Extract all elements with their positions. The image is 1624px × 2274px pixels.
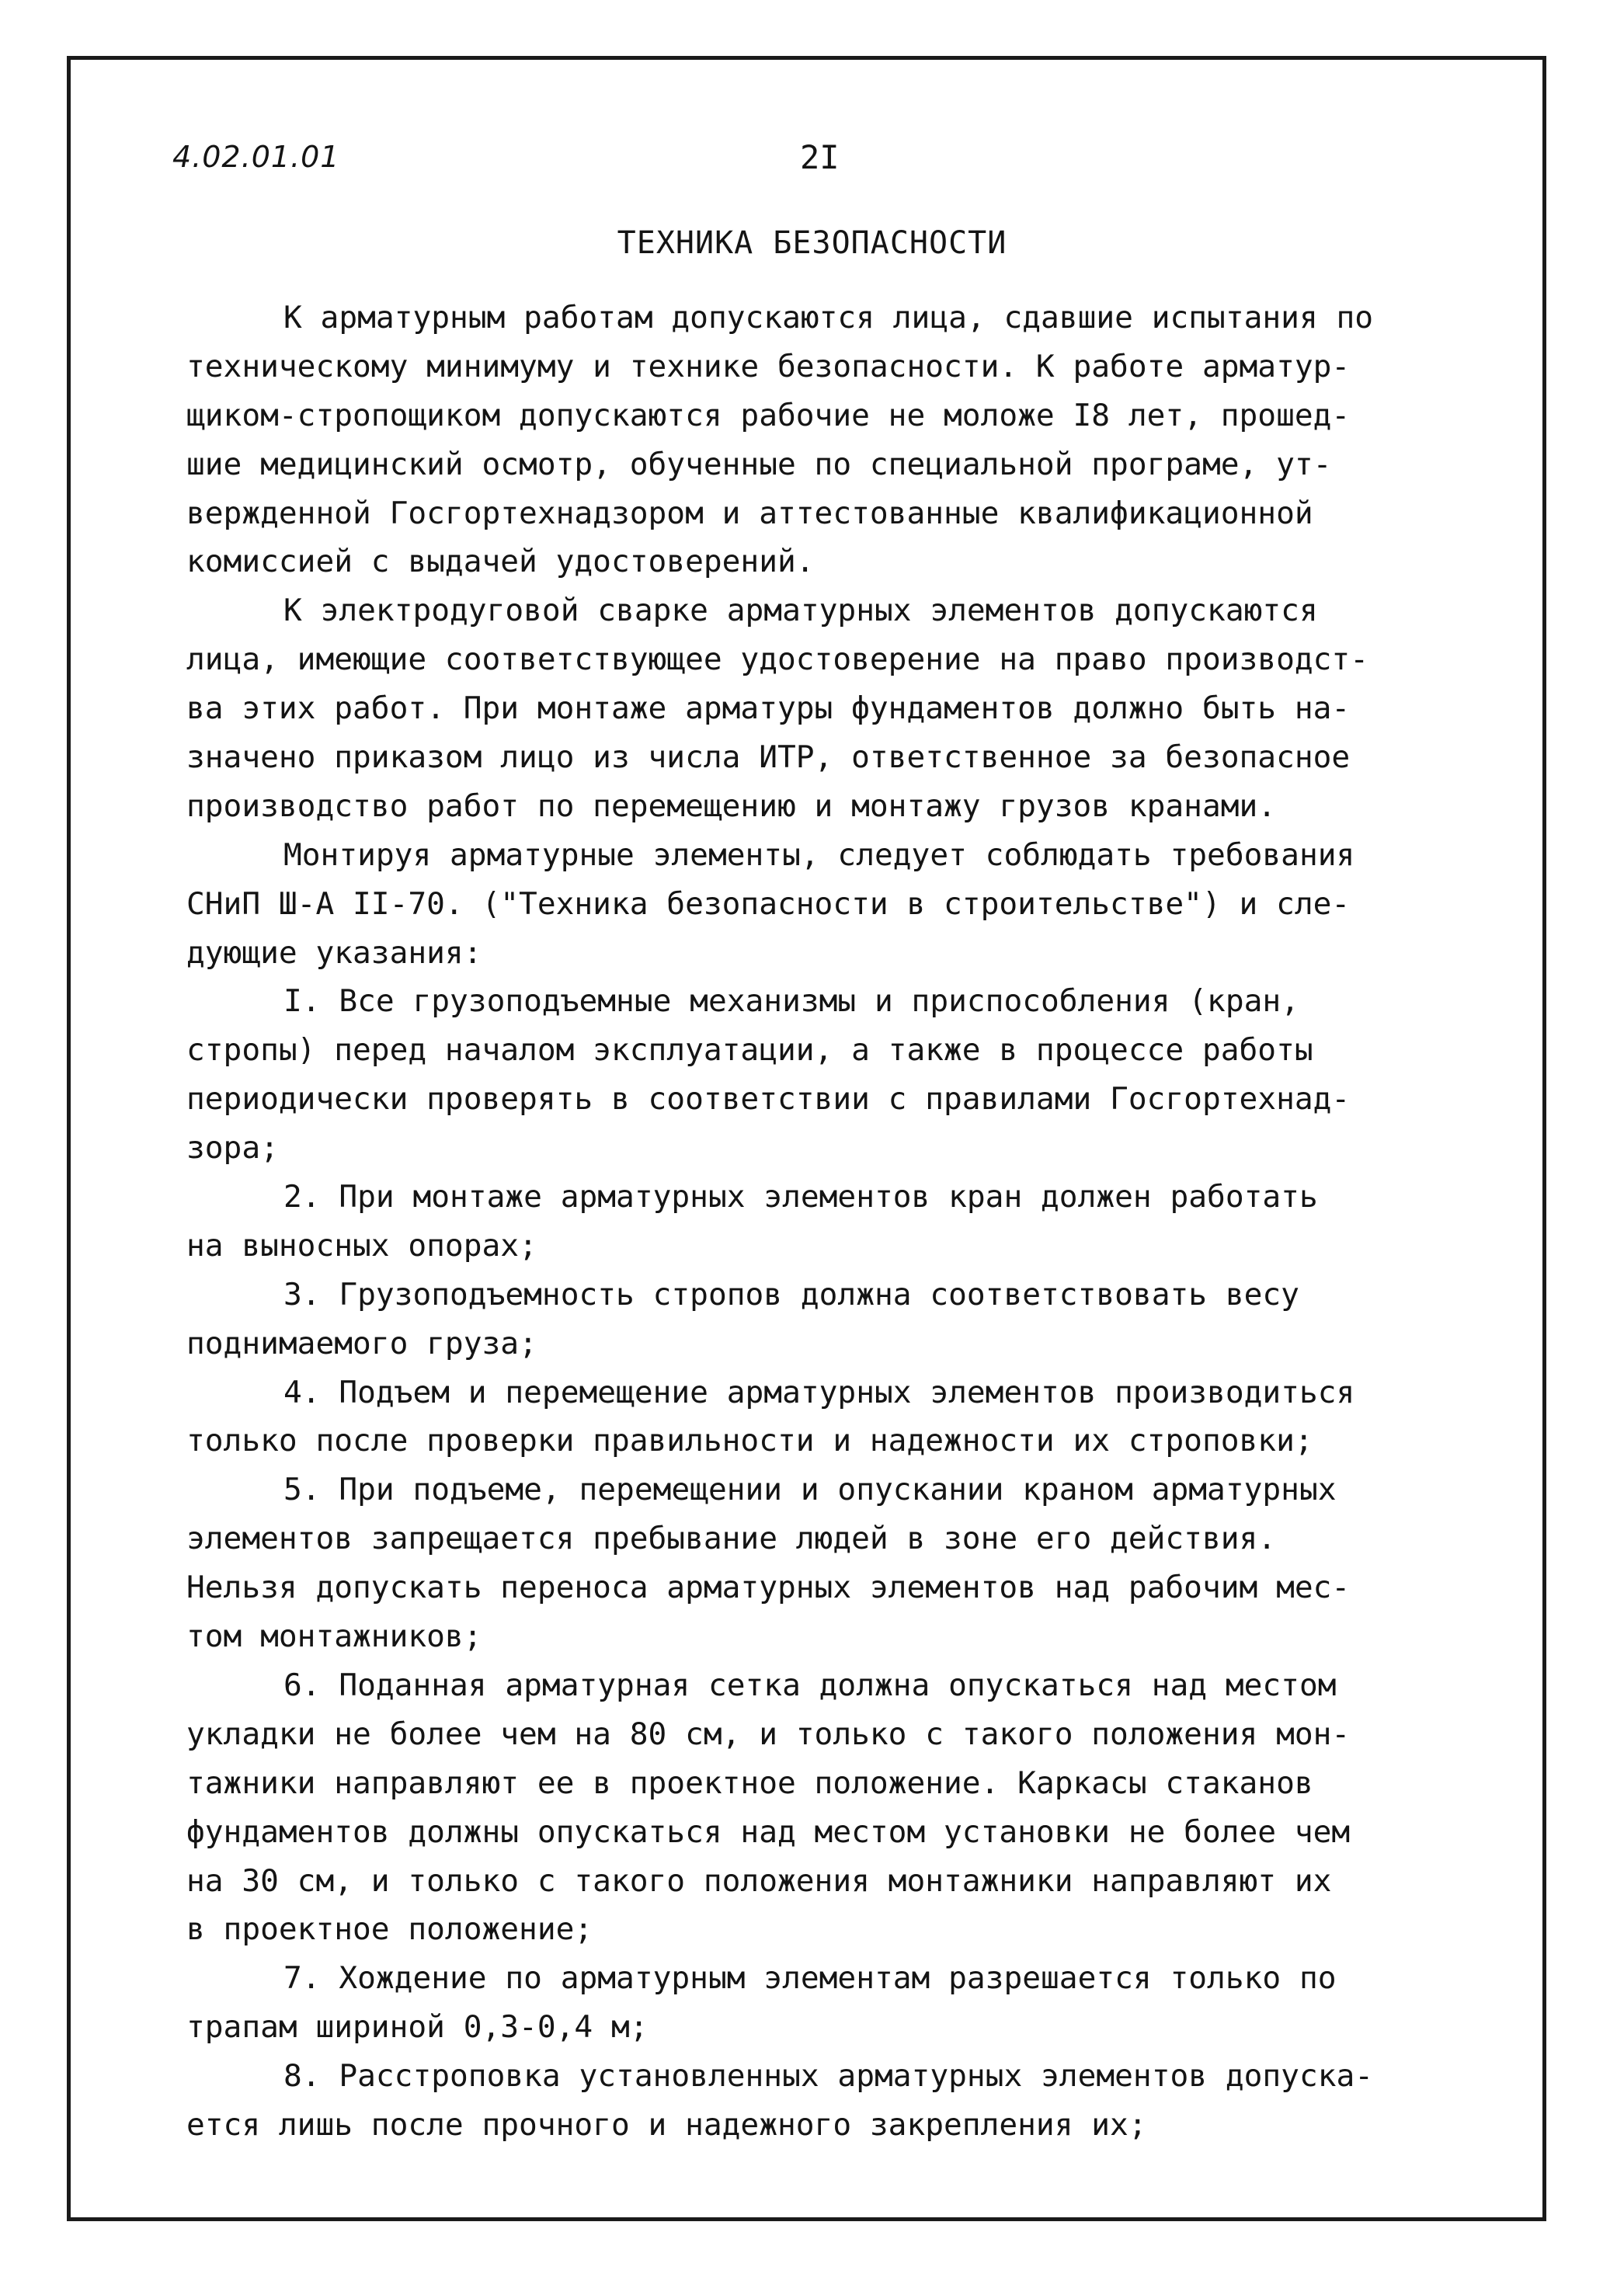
text-line: ется лишь после прочного и надежного закрепления их; (186, 2106, 1147, 2143)
text-line: вержденной Госгортехнадзором и аттестованные квалификационной (186, 495, 1313, 531)
text-line: на 30 см, и только с такого положения монтажники направляют их (186, 1862, 1332, 1899)
text-line: дующие указания: (186, 934, 482, 971)
text-line: укладки не более чем на 80 см, и только с такого положения мон- (186, 1716, 1351, 1752)
text-line: комиссией с выдачей удостоверений. (186, 544, 815, 580)
list-item-line: 8. Расстроповка установленных арматурных элементов допуска- (283, 2058, 1374, 2095)
list-item-line: 7. Хождение по арматурным элементам разрешается только по (283, 1960, 1337, 1997)
text-line: Нельзя допускать переноса арматурных элементов над рабочим мес- (186, 1570, 1351, 1606)
text-line: на выносных опорах; (186, 1227, 537, 1264)
text-line: элементов запрещается пребывание людей в зоне его действия. (186, 1521, 1277, 1557)
text-line: том монтажников; (186, 1619, 482, 1655)
list-item-line: 4. Подъем и перемещение арматурных элементов производиться (283, 1374, 1355, 1410)
text-line: трапам шириной 0,3-0,4 м; (186, 2009, 649, 2046)
text-line: щиком-стропощиком допускаются рабочие не моложе I8 лет, прошед- (186, 397, 1351, 433)
text-line: лица, имеющие соответствующее удостоверение на право производст- (186, 642, 1368, 678)
list-item-line: 3. Грузоподъемность стропов должна соответствовать весу (283, 1276, 1299, 1313)
text-line: значено приказом лицо из числа ИТР, ответственное за безопасное (186, 739, 1351, 776)
list-item-line: 2. При монтаже арматурных элементов кран должен работать (283, 1179, 1318, 1215)
document-code: 4.02.01.01 (172, 140, 340, 174)
body-text (0, 294, 1624, 2150)
list-item-line: 6. Поданная арматурная сетка должна опускаться над местом (283, 1667, 1337, 1703)
text-line: в проектное положение; (186, 1911, 593, 1948)
text-line: тажники направляют ее в проектное положение. Каркасы стаканов (186, 1765, 1313, 1801)
list-item-line: I. Все грузоподъемные механизмы и приспособления (кран, (283, 983, 1299, 1020)
list-item-line: 5. При подъеме, перемещении и опускании краном арматурных (283, 1472, 1337, 1508)
text-line: зора; (186, 1130, 279, 1167)
text-line: техническому минимуму и технике безопасности. К работе арматур- (186, 348, 1351, 384)
text-line: производство работ по перемещению и монтажу грузов кранами. (186, 788, 1277, 824)
text-line: периодически проверять в соответствии с правилами Госгортехнад- (186, 1081, 1351, 1118)
text-line: К электродуговой сварке арматурных элементов допускаются (283, 593, 1318, 629)
text-line: только после проверки правильности и надежности их строповки; (186, 1423, 1313, 1459)
text-line: фундаментов должны опускаться над местом установки не более чем (186, 1813, 1351, 1850)
text-line: ва этих работ. При монтаже арматуры фундаментов должно быть на- (186, 690, 1351, 727)
text-line: СНиП Ш-А II-70. ("Техника безопасности в строительстве") и сле- (186, 885, 1351, 922)
text-line: шие медицинский осмотр, обученные по специальной програме, ут- (186, 446, 1332, 482)
text-line: Монтируя арматурные элементы, следует соблюдать требования (283, 836, 1355, 873)
page-number: 2I (800, 138, 840, 176)
text-line: поднимаемого груза; (186, 1325, 537, 1361)
text-line: стропы) перед началом эксплуатации, а также в процессе работы (186, 1032, 1313, 1069)
text-line: К арматурным работам допускаются лица, сдавшие испытания по (283, 300, 1374, 336)
section-title: ТЕХНИКА БЕЗОПАСНОСТИ (617, 225, 1007, 261)
